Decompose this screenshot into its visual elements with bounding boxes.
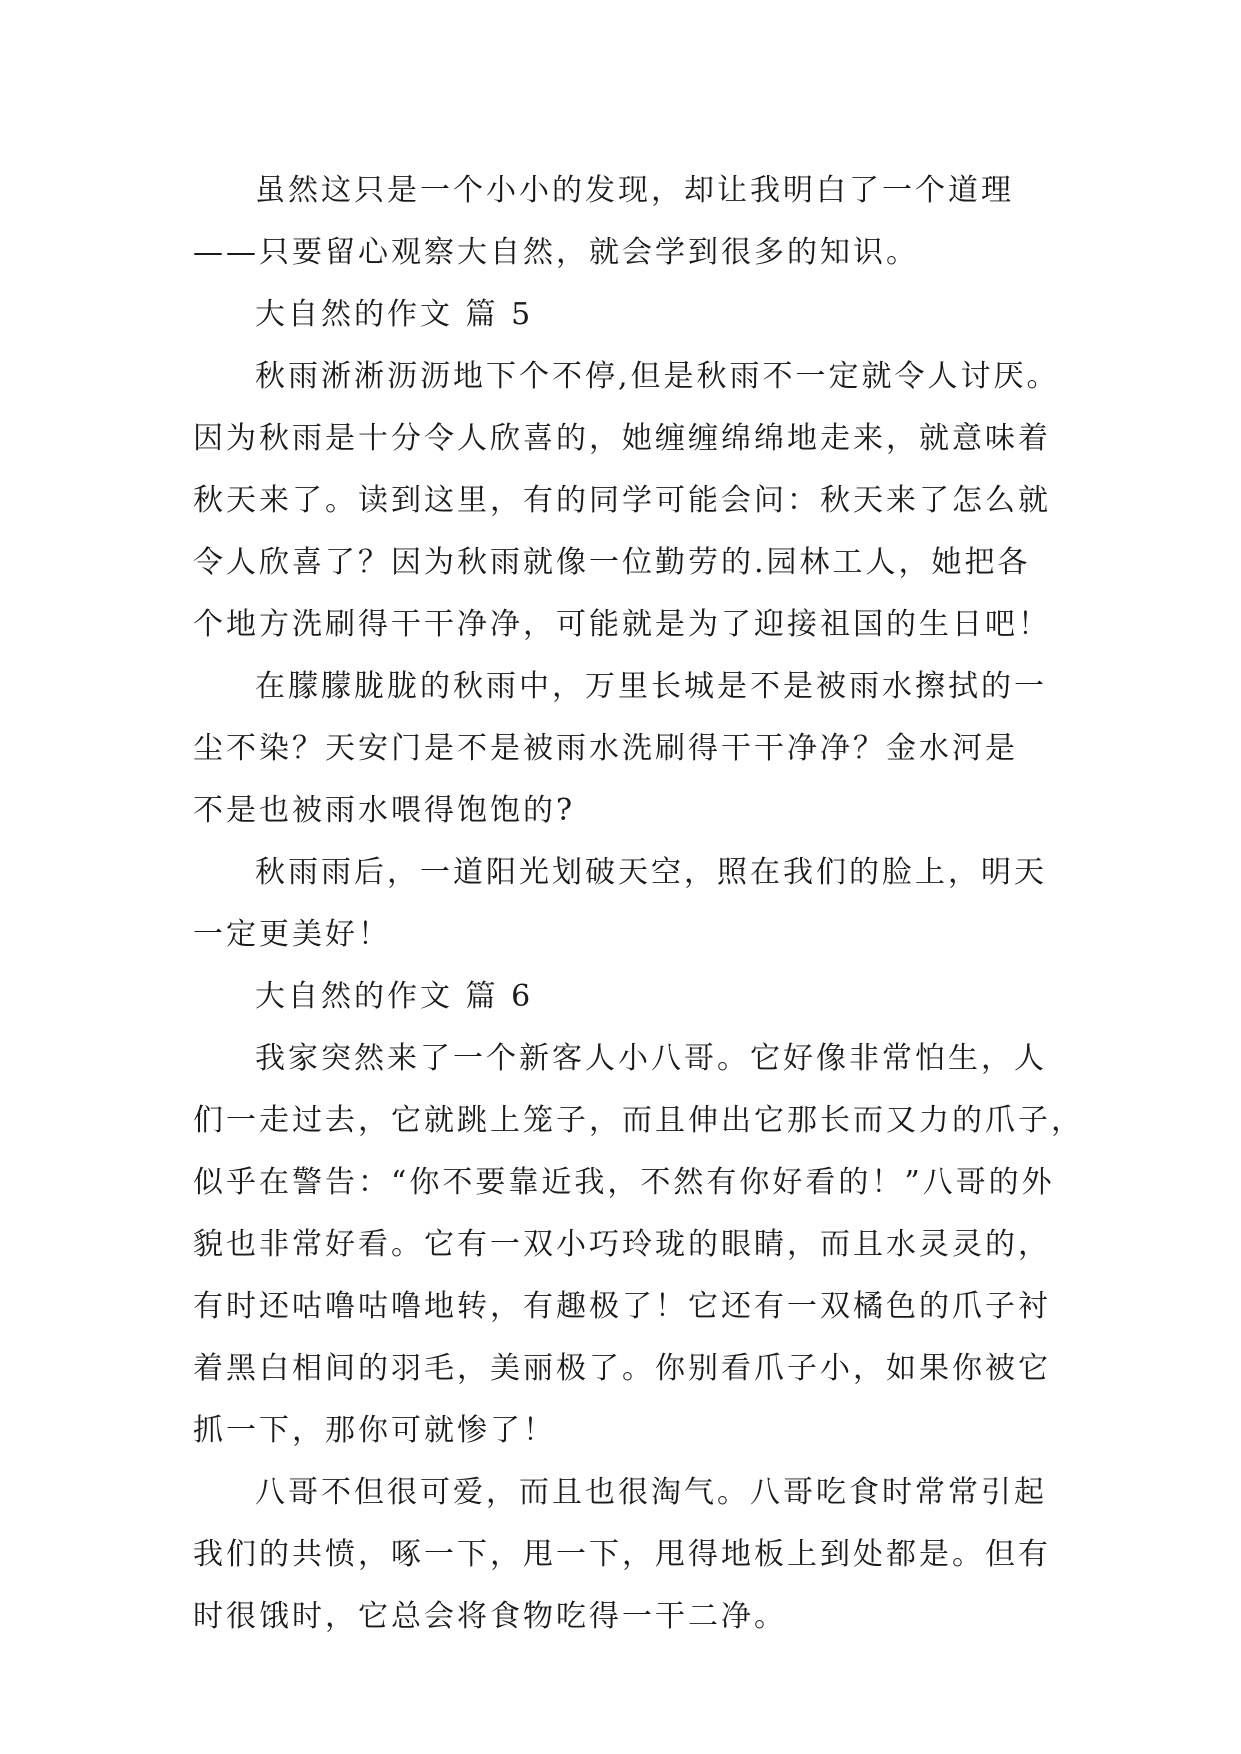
paragraph-line: 貌也非常好看。它有一双小巧玲珑的眼睛，而且水灵灵的，	[193, 1227, 1051, 1262]
paragraph-line: ——只要留心观察大自然，就会学到很多的知识。	[193, 235, 919, 270]
paragraph	[193, 346, 1060, 656]
paragraph	[193, 160, 1053, 284]
paragraph-line: 八哥不但很可爱，而且也很淘气。八哥吃食时常常引起	[255, 1475, 1047, 1510]
paragraph-line: 抓一下，那你可就惨了！	[193, 1413, 556, 1448]
paragraph-line: 似乎在警告：“你不要靠近我，不然有你好看的！”八哥的外	[193, 1165, 1055, 1200]
section-heading	[193, 284, 1053, 346]
paragraph	[193, 1462, 1053, 1648]
paragraph-line: 我们的共愤，啄一下，甩一下，甩得地板上到处都是。但有	[193, 1537, 1051, 1572]
document-body	[193, 160, 1084, 1648]
paragraph-line: 我家突然来了一个新客人小八哥。它好像非常怕生，人	[255, 1041, 1047, 1076]
paragraph-line: 一定更美好！	[193, 917, 391, 952]
paragraph-line: 秋雨雨后，一道阳光划破天空，照在我们的脸上，明天	[255, 855, 1047, 890]
paragraph-line: 因为秋雨是十分令人欣喜的，她缠缠绵绵地走来，就意味着	[193, 421, 1051, 456]
heading-text: 大自然的作文 篇 5	[255, 297, 534, 332]
paragraph-line: 在朦朦胧胧的秋雨中，万里长城是不是被雨水擦拭的一	[255, 669, 1047, 704]
paragraph-line: 虽然这只是一个小小的发现，却让我明白了一个道理	[255, 173, 1014, 208]
section-heading	[193, 966, 1053, 1028]
paragraph-line: 个地方洗刷得干干净净，可能就是为了迎接祖国的生日吧！	[193, 607, 1051, 642]
paragraph-line: 尘不染？天安门是不是被雨水洗刷得干干净净？金水河是	[193, 731, 1018, 766]
paragraph-line: 秋天来了。读到这里，有的同学可能会问：秋天来了怎么就	[193, 483, 1051, 518]
paragraph-line: 不是也被雨水喂得饱饱的?	[193, 793, 576, 828]
paragraph-line: 令人欣喜了？因为秋雨就像一位勤劳的.园林工人，她把各	[193, 545, 1031, 580]
paragraph	[193, 842, 1053, 966]
paragraph-line: 秋雨淅淅沥沥地下个不停,但是秋雨不一定就令人讨厌。	[255, 359, 1060, 394]
paragraph-line: 们一走过去，它就跳上笼子，而且伸出它那长而又力的爪子，	[193, 1103, 1084, 1138]
paragraph-line: 着黑白相间的羽毛，美丽极了。你别看爪子小，如果你被它	[193, 1351, 1051, 1386]
paragraph-line: 时很饿时，它总会将食物吃得一干二净。	[193, 1599, 787, 1634]
paragraph	[193, 1028, 1084, 1462]
paragraph	[193, 656, 1053, 842]
heading-text: 大自然的作文 篇 6	[255, 979, 534, 1014]
paragraph-line: 有时还咕噜咕噜地转，有趣极了！它还有一双橘色的爪子衬	[193, 1289, 1051, 1324]
